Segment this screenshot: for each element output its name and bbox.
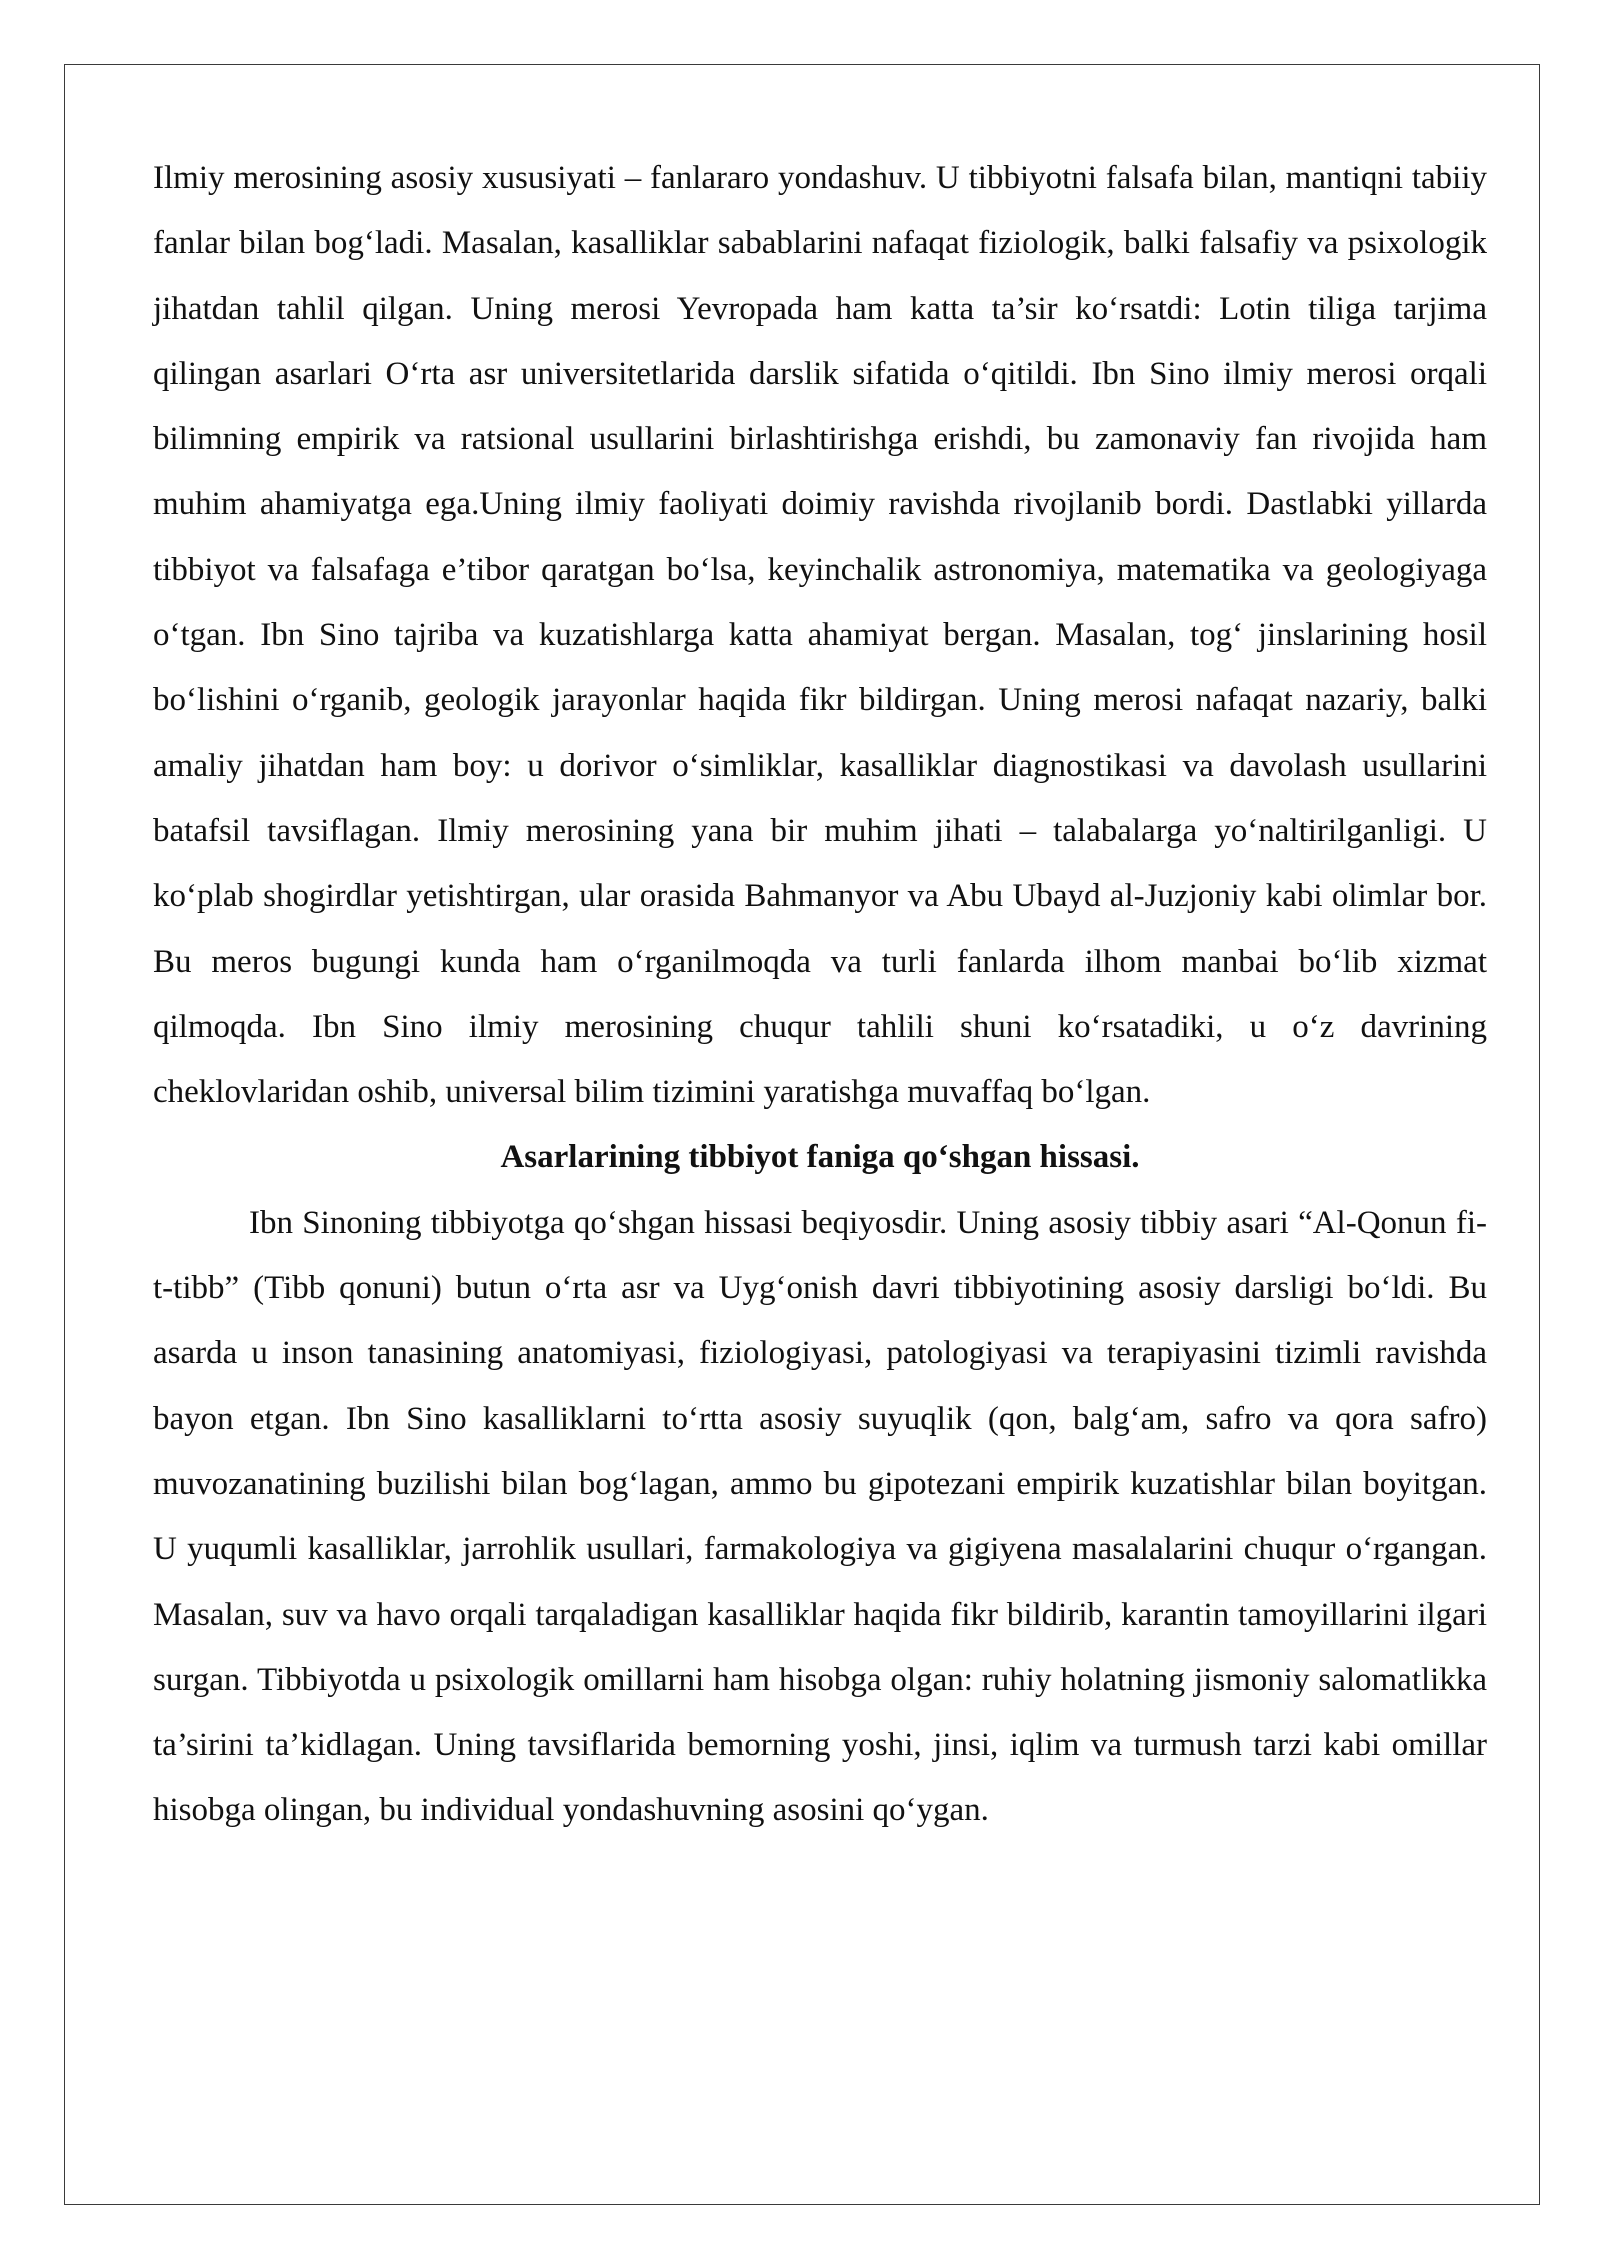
section-heading: Asarlarining tibbiyot faniga qo‘shgan hissasi. [500, 1139, 1140, 1176]
document-body [153, 146, 1487, 1844]
body-paragraph-1: Ilmiy merosining asosiy xususiyati – fanlararo yondashuv. U tibbiyotni falsafa bilan, mantiqni tabiiy fanlar bilan bog‘ladi. Masalan, kasalliklar sabablarini nafaqat fiziologik, balki falsafiy va psixologik jihatdan tahlil qilgan. Uning merosi Yevropada ham katta ta’sir ko‘rsatdi: Lotin tiliga tarjima qilingan asarlari O‘rta asr universitetlarida darslik sifatida o‘qitildi. Ibn Sino ilmiy merosi orqali bilimning empirik va ratsional usullarini birlashtirishga erishdi, bu zamonaviy fan rivojida ham muhim ahamiyatga ega.Uning ilmiy faoliyati doimiy ravishda rivojlanib bordi. Dastlabki yillarda tibbiyot va falsafaga e’tibor qaratgan bo‘lsa, keyinchalik astronomiya, matematika va geologiyaga o‘tgan. Ibn Sino tajriba va kuzatishlarga katta ahamiyat bergan. Masalan, tog‘ jinslarining hosil bo‘lishini o‘rganib, geologik jarayonlar haqida fikr bildirgan. Uning merosi nafaqat nazariy, balki amaliy jihatdan ham boy: u dorivor o‘simliklar, kasalliklar diagnostikasi va davolash usullarini batafsil tavsiflagan. Ilmiy merosining yana bir muhim jihati – talabalarga yo‘naltirilganligi. U ko‘plab shogirdlar yetishtirgan, ular orasida Bahmanyor va Abu Ubayd al-Juzjoniy kabi olimlar bor. Bu meros bugungi kunda ham o‘rganilmoqda va turli fanlarda ilhom manbai bo‘lib xizmat qilmoqda. Ibn Sino ilmiy merosining chuqur tahlili shuni ko‘rsatadiki, u o‘z davrining cheklovlaridan oshib, universal bilim tizimini yaratishga muvaffaq bo‘lgan. [153, 160, 1487, 1111]
body-paragraph-2: Ibn Sinoning tibbiyotga qo‘shgan hissasi beqiyosdir. Uning asosiy tibbiy asari “Al-Qonun fi-t-tibb” (Tibb qonuni) butun o‘rta asr va Uyg‘onish davri tibbiyotining asosiy darsligi bo‘ldi. Bu asarda u inson tanasining anatomiyasi, fiziologiyasi, patologiyasi va terapiyasini tizimli ravishda bayon etgan. Ibn Sino kasalliklarni to‘rtta asosiy suyuqlik (qon, balg‘am, safro va qora safro) muvozanatining buzilishi bilan bog‘lagan, ammo bu gipotezani empirik kuzatishlar bilan boyitgan. U yuqumli kasalliklar, jarrohlik usullari, farmakologiya va gigiyena masalalarini chuqur o‘rgangan. Masalan, suv va havo orqali tarqaladigan kasalliklar haqida fikr bildirib, karantin tamoyillarini ilgari surgan. Tibbiyotda u psixologik omillarni ham hisobga olgan: ruhiy holatning jismoniy salomatlikka ta’sirini ta’kidlagan. Uning tavsiflarida bemorning yoshi, jinsi, iqlim va turmush tarzi kabi omillar hisobga olingan, bu individual yondashuvning asosini qo‘ygan. [153, 1204, 1487, 1829]
